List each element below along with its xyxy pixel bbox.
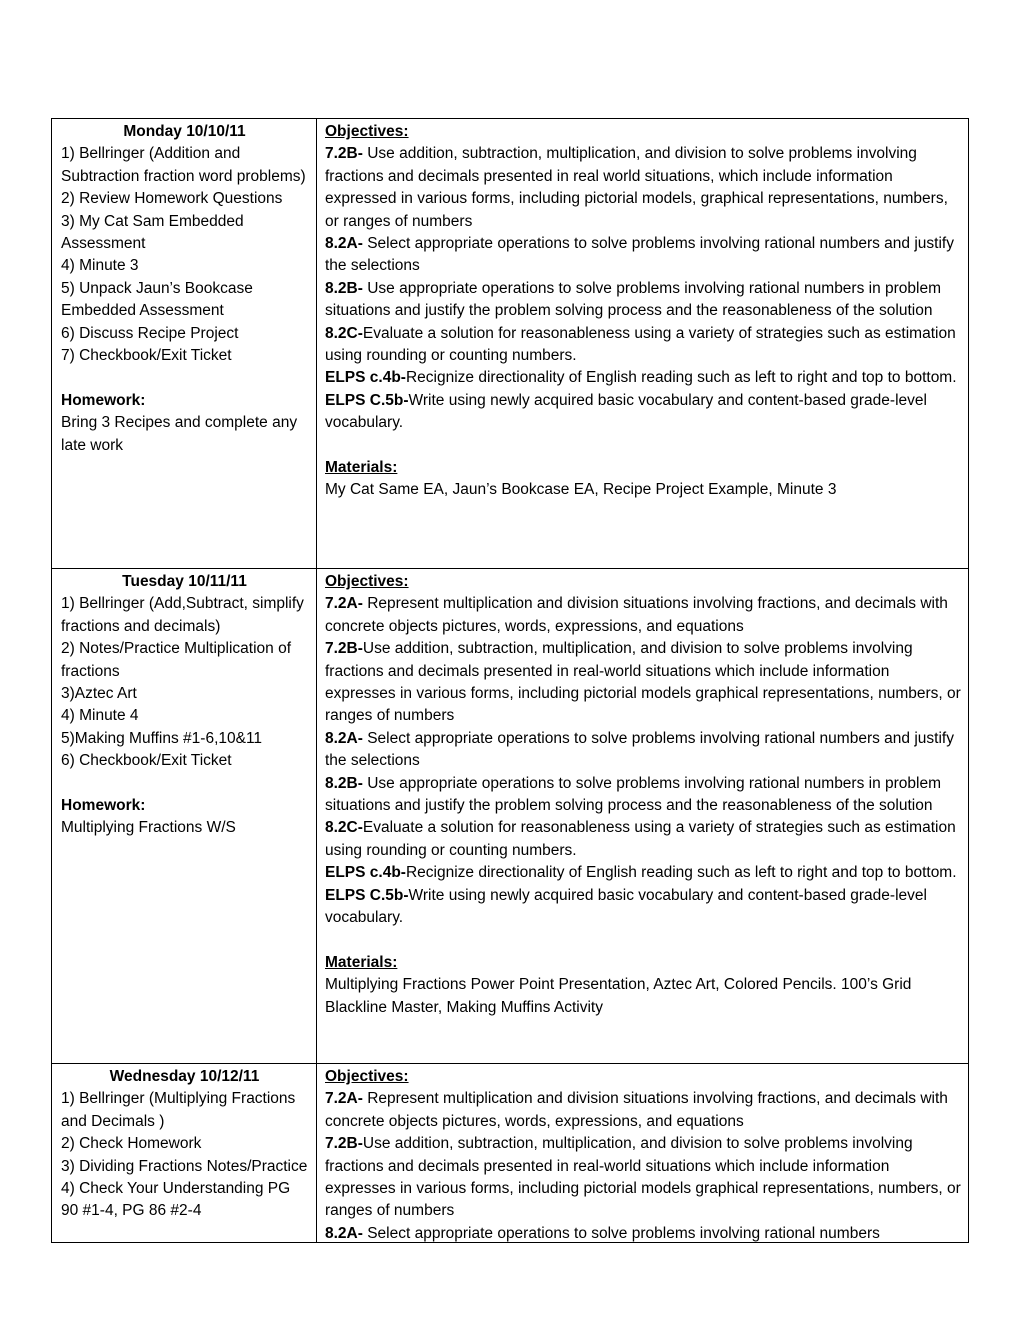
homework-label: Homework:	[61, 797, 146, 815]
agenda-item: 6) Checkbook/Exit Ticket	[61, 752, 232, 770]
objective-text: Write using newly acquired basic vocabulary and content-based grade-level vocabulary.	[325, 886, 927, 927]
agenda-item: 4) Minute 4	[61, 707, 139, 725]
materials-text: My Cat Same EA, Jaun’s Bookcase EA, Recipe Project Example, Minute 3	[325, 481, 837, 499]
objectives-cell	[317, 1064, 968, 1242]
homework-label: Homework:	[61, 391, 146, 409]
homework-text: Multiplying Fractions W/S	[61, 819, 236, 837]
day-row-monday	[52, 119, 968, 568]
agenda-item: 5)Making Muffins #1-6,10&11	[61, 729, 263, 747]
objective	[325, 1223, 962, 1242]
objective	[325, 143, 962, 233]
day-title: Monday 10/10/11	[123, 123, 246, 140]
objective-text: Select appropriate operations to solve problems involving rational numbers and justify the selections	[325, 235, 954, 275]
objective-code: 8.2A-	[325, 729, 363, 747]
objective-code: 8.2B-	[325, 774, 363, 792]
objective	[325, 862, 962, 884]
objective-code: 8.2A-	[325, 235, 363, 253]
agenda-item: 1) Bellringer (Addition and Subtraction fraction word problems)	[61, 145, 306, 185]
agenda-item: 2) Check Homework	[61, 1135, 202, 1153]
objective-text: Recignize directionality of English reading such as left to right and top to bottom.	[405, 864, 957, 882]
day-row-wednesday	[52, 1063, 968, 1242]
homework-text: Bring 3 Recipes and complete any late work	[61, 414, 298, 454]
objective-text: Represent multiplication and division situations involving fractions, and decimals with concrete objects pictures, words, expressions, and equations	[325, 595, 948, 635]
objective-code: ELPS C.5b-	[325, 391, 409, 409]
agenda-item: 3) My Cat Sam Embedded Assessment	[61, 212, 244, 253]
objective	[325, 390, 962, 435]
objective-code: 7.2A-	[325, 1090, 363, 1108]
agenda-item: 5) Unpack Jaun’s Bookcase Embedded Assessment	[61, 279, 253, 320]
objective-text: Evaluate a solution for reasonableness using a variety of strategies such as estimation using rounding or counting numbers.	[325, 819, 956, 859]
agenda-item: 7) Checkbook/Exit Ticket	[61, 347, 232, 365]
agenda-cell	[52, 1064, 317, 1242]
objective-code: 8.2C-	[325, 324, 363, 342]
objective-text: Use addition, subtraction, multiplication, and division to solve problems involving fractions and decimals presented in real world situations, which include information expressed in various forms, including pictorial models, graphical representations, numbers, or ranges of numbers	[325, 145, 948, 230]
objectives-label: Objectives:	[325, 123, 409, 140]
agenda-item: 3)Aztec Art	[61, 685, 137, 703]
agenda-item: 4) Check Your Understanding PG 90 #1-4, PG 86 #2-4	[61, 1180, 291, 1220]
objective	[325, 278, 962, 323]
objective-code: 8.2C-	[325, 819, 363, 837]
objective	[325, 728, 962, 773]
objective-text: Evaluate a solution for reasonableness using a variety of strategies such as estimation using rounding or counting numbers.	[325, 324, 956, 365]
objective	[325, 593, 962, 638]
agenda-item: 1) Bellringer (Multiplying Fractions and Decimals )	[61, 1090, 296, 1130]
objective-code: 7.2B-	[325, 640, 363, 658]
objectives-cell	[317, 119, 968, 568]
materials-label: Materials:	[325, 953, 398, 971]
agenda-item: 1) Bellringer (Add,Subtract, simplify fractions and decimals)	[61, 595, 304, 635]
objective	[325, 323, 962, 368]
day-title: Tuesday 10/11/11	[122, 573, 247, 590]
objective	[325, 367, 962, 389]
objectives-label: Objectives:	[325, 573, 409, 590]
objectives-cell	[317, 569, 968, 1063]
objective	[325, 638, 962, 728]
objective-code: ELPS c.4b-	[325, 864, 406, 882]
materials-label: Materials:	[325, 459, 398, 477]
materials-text: Multiplying Fractions Power Point Presentation, Aztec Art, Colored Pencils. 100’s Grid Blackline Master, Making Muffins Activity	[325, 976, 912, 1016]
objective-text: Use appropriate operations to solve problems involving rational numbers in problem situations and justify the problem solving process and the reasonableness of the solution	[325, 774, 942, 815]
agenda-item: 4) Minute 3	[61, 257, 139, 275]
objective-code: 8.2A-	[325, 1224, 363, 1242]
objective-text: Use addition, subtraction, multiplication, and division to solve problems involving fractions and decimals presented in real-world situations which include information expresses in various forms, including pictorial models graphical representations, numbers, or ranges of numbers	[325, 1135, 961, 1220]
objective-code: 8.2B-	[325, 279, 363, 297]
objective-code: 7.2B-	[325, 1135, 363, 1153]
lesson-plan-table	[51, 118, 969, 1243]
agenda-item: 6) Discuss Recipe Project	[61, 324, 239, 342]
objective	[325, 1088, 962, 1133]
objective-text: Recignize directionality of English reading such as left to right and top to bottom.	[405, 369, 957, 387]
agenda-item: 2) Notes/Practice Multiplication of fractions	[61, 640, 292, 680]
agenda-item: 3) Dividing Fractions Notes/Practice	[61, 1157, 308, 1175]
agenda-cell	[52, 569, 317, 1063]
objective-code: ELPS c.4b-	[325, 369, 406, 387]
objective-text: Select appropriate operations to solve problems involving rational numbers	[362, 1224, 880, 1242]
objective-code: 7.2A-	[325, 595, 363, 613]
objective	[325, 1133, 962, 1223]
agenda-cell	[52, 119, 317, 568]
objective	[325, 233, 962, 278]
objective-text: Select appropriate operations to solve problems involving rational numbers and justify the selections	[325, 729, 954, 770]
objective-code: ELPS C.5b-	[325, 886, 409, 904]
objective-text: Use appropriate operations to solve problems involving rational numbers in problem situations and justify the problem solving process and the reasonableness of the solution	[325, 279, 942, 320]
objective	[325, 885, 962, 930]
objective	[325, 773, 962, 818]
day-title: Wednesday 10/12/11	[109, 1068, 260, 1085]
objective-code: 7.2B-	[325, 145, 363, 163]
objective-text: Write using newly acquired basic vocabulary and content-based grade-level vocabulary.	[325, 391, 927, 432]
objectives-label: Objectives:	[325, 1068, 409, 1085]
objective-text: Use addition, subtraction, multiplication, and division to solve problems involving fractions and decimals presented in real-world situations which include information expresses in various forms, including pictorial models graphical representations, numbers, or ranges of numbers	[325, 640, 961, 725]
objective-text: Represent multiplication and division situations involving fractions, and decimals with concrete objects pictures, words, expressions, and equations	[325, 1090, 948, 1130]
objective	[325, 817, 962, 862]
agenda-item: 2) Review Homework Questions	[61, 190, 283, 208]
day-row-tuesday	[52, 568, 968, 1063]
